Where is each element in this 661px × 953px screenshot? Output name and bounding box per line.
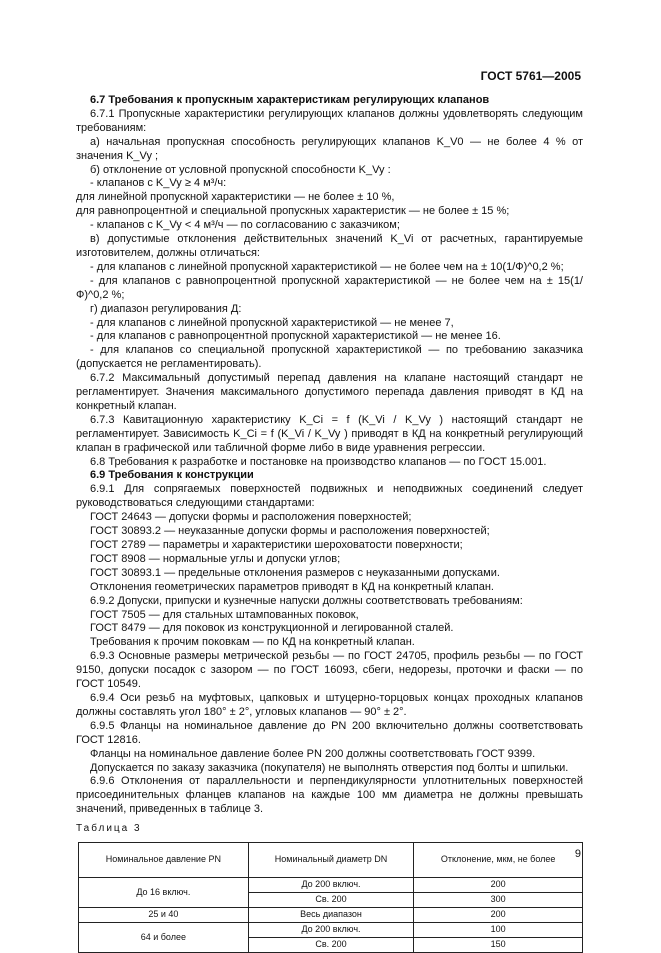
- table-body: [79, 878, 583, 953]
- paragraph-line: ГОСТ 2789 — параметры и характеристики шероховатости поверхности;: [90, 539, 463, 551]
- paragraph-line: ГОСТ 8908 — нормальные углы и допуски углов;: [90, 552, 341, 565]
- paragraph-line: Допускается по заказу заказчика (покупателя) не выполнять отверстия под болты и шпильки.: [90, 761, 569, 774]
- paragraph-line: а) начальная пропускная способность регулирующих клапанов K_V0 — не более 4 % от значения K_Vy ;: [76, 135, 583, 162]
- paragraph-line: 6.9 Требования к конструкции: [90, 469, 254, 482]
- cell-deviation: 100: [414, 923, 583, 938]
- paragraph-line: ГОСТ 30893.2 — неуказанные допуски формы и расположения поверхностей;: [90, 525, 490, 538]
- paragraph-line: 6.9.2 Допуски, припуски и кузнечные напуски должны соответствовать требованиям:: [90, 594, 523, 607]
- paragraph-line: ГОСТ 24643 — допуски формы и расположения поверхностей;: [90, 511, 412, 524]
- paragraph-line: 6.7.1 Пропускные характеристики регулирующих клапанов должны удовлетворять следующим требованиям:: [76, 107, 583, 134]
- paragraph-line: 6.9.6 Отклонения от параллельности и перпендикулярности уплотнительных поверхностей присоединительных фланцев клапанов на каждые 100 мм диаметра не должны превышать значений, приведенных в таблице 3.: [76, 775, 583, 816]
- table-row: [79, 908, 583, 923]
- paragraph-line: - клапанов с K_Vy ≥ 4 м³/ч:: [90, 177, 227, 190]
- header-pn: Номинальное давление PN: [79, 843, 249, 878]
- paragraph-line: 6.8 Требования к разработке и постановке на производство клапанов — по ГОСТ 15.001.: [90, 455, 547, 468]
- cell-deviation: 300: [414, 893, 583, 908]
- cell-pn: До 16 включ.: [79, 878, 249, 908]
- cell-pn: 64 и более: [79, 923, 249, 953]
- paragraph-line: - для клапанов с линейной пропускной характеристикой — не более чем на ± 10(1/Ф)^0,2 %;: [90, 260, 564, 273]
- paragraph-line: б) отклонение от условной пропускной способности K_Vy :: [90, 163, 391, 176]
- table-row: [79, 878, 583, 893]
- paragraph-line: для равнопроцентной и специальной пропускных характеристик — не более ± 15 %;: [76, 205, 510, 218]
- cell-deviation: 150: [414, 938, 583, 953]
- paragraph-line: Фланцы на номинальное давление более PN 200 должны соответствовать ГОСТ 9399.: [90, 747, 536, 760]
- paragraph-line: 6.7 Требования к пропускным характеристикам регулирующих клапанов: [90, 94, 490, 106]
- paragraph-line: для линейной пропускной характеристики — не более ± 10 %,: [76, 191, 395, 204]
- cell-deviation: 200: [414, 908, 583, 923]
- document-header: ГОСТ 5761—2005: [480, 69, 581, 83]
- paragraph-line: ГОСТ 7505 — для стальных штампованных поковок,: [90, 608, 359, 621]
- paragraph-line: 6.9.1 Для сопрягаемых поверхностей подвижных и неподвижных соединений следует руководствоваться следующими стандартами:: [76, 483, 583, 510]
- cell-pn: 25 и 40: [79, 908, 249, 923]
- paragraph-line: - для клапанов с равнопроцентной пропускной характеристикой — не менее 16.: [90, 330, 501, 343]
- paragraph-line: 6.7.3 Кавитационную характеристику K_Ci = f (K_Vi / K_Vy ) настоящий стандарт не регламентирует. Зависимость K_Ci = f (K_Vi / K_Vy ) приводят в КД на конкретный регулирующий клапан в графической или табличной форме либо в виде уравнения регрессии.: [76, 413, 583, 454]
- paragraph-line: 6.7.2 Максимальный допустимый перепад давления на клапане настоящий стандарт не регламентирует. Значения максимального допустимого перепада давления приводят в КД на конкретный клапан.: [76, 372, 583, 412]
- cell-dn: До 200 включ.: [248, 923, 414, 938]
- paragraph-line: ГОСТ 30893.1 — предельные отклонения размеров с неуказанными допусками.: [90, 566, 500, 579]
- table-header-row: [79, 843, 583, 878]
- cell-dn: До 200 включ.: [248, 878, 414, 893]
- table-caption: Таблица 3: [76, 823, 142, 835]
- table-row: [79, 923, 583, 938]
- paragraph-line: ГОСТ 8479 — для поковок из конструкционной и легированной сталей.: [90, 622, 454, 635]
- cell-dn: Св. 200: [248, 938, 414, 953]
- cell-deviation: 200: [414, 878, 583, 893]
- paragraph-line: - для клапанов с линейной пропускной характеристикой — не менее 7,: [90, 316, 454, 329]
- paragraph-line: 6.9.5 Фланцы на номинальное давление до PN 200 включительно должны соответствовать ГОСТ 12816.: [76, 719, 583, 746]
- paragraph-line: Требования к прочим поковкам — по КД на конкретный клапан.: [90, 636, 415, 649]
- header-deviation: Отклонение, мкм, не более: [414, 843, 583, 878]
- paragraph-line: Отклонения геометрических параметров приводят в КД на конкретный клапан.: [90, 580, 494, 593]
- paragraph-line: в) допустимые отклонения действительных значений K_Vi от расчетных, гарантируемые изготовителем, должны отличаться:: [76, 233, 583, 259]
- text-block: [76, 94, 583, 817]
- paragraph-line: 6.9.3 Основные размеры метрической резьбы — по ГОСТ 24705, профиль резьбы — по ГОСТ 9150, допуски посадок с зазором — по ГОСТ 16093, сбеги, недорезы, проточки и фаски — по ГОСТ 10549.: [76, 650, 583, 691]
- paragraph-line: - клапанов с K_Vy < 4 м³/ч — по согласованию с заказчиком;: [90, 219, 400, 232]
- paragraph-line: г) диапазон регулирования Д:: [90, 302, 242, 315]
- page-number: 9: [574, 848, 581, 860]
- header-dn: Номинальный диаметр DN: [248, 843, 414, 878]
- cell-dn: Весь диапазон: [248, 908, 414, 923]
- document-body: [76, 94, 583, 953]
- table-3: [78, 842, 583, 953]
- paragraph-line: - для клапанов с равнопроцентной пропускной характеристикой — не более чем на ± 15(1/Ф)^0,2 %;: [76, 274, 583, 301]
- cell-dn: Св. 200: [248, 893, 414, 908]
- paragraph-line: 6.9.4 Оси резьб на муфтовых, цапковых и штуцерно-торцовых концах проходных клапанов должны составлять угол 180° ± 2°, угловых клапанов — 90° ± 2°.: [76, 691, 583, 718]
- paragraph-line: - для клапанов со специальной пропускной характеристикой — по требованию заказчика (допускается не регламентировать).: [76, 344, 583, 371]
